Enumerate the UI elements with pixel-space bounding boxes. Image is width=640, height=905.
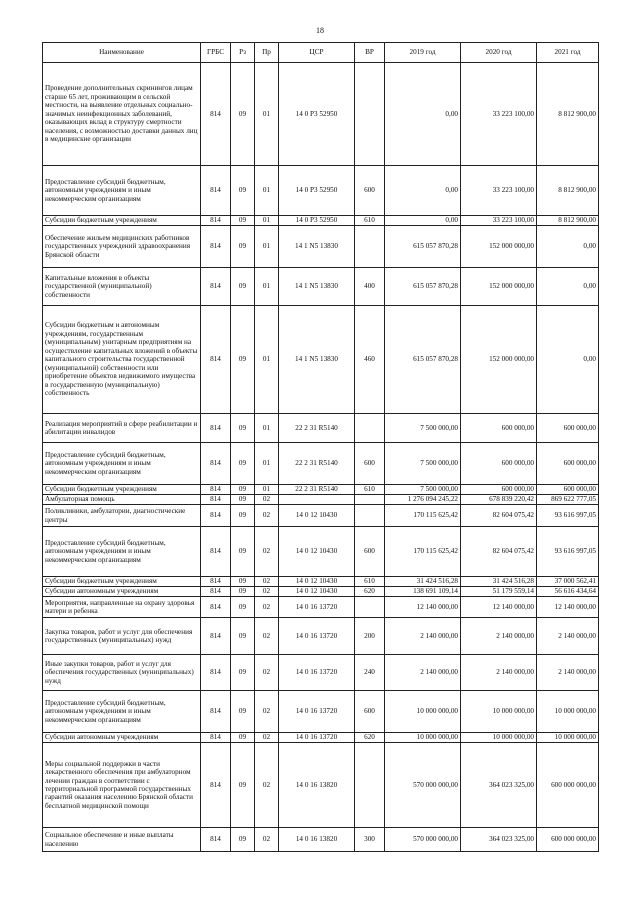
row-csr xyxy=(279,495,355,505)
row-2019: 615 057 870,28 xyxy=(385,268,461,306)
table-row xyxy=(43,577,599,587)
row-2019: 0,00 xyxy=(385,216,461,226)
row-rz: 09 xyxy=(231,166,255,216)
table-row xyxy=(43,587,599,597)
row-csr: 22 2 31 R5140 xyxy=(279,414,355,443)
row-name: Закупка товаров, работ и услуг для обеспечения государственных (муниципальных) нужд xyxy=(43,618,201,655)
row-2021: 8 812 900,00 xyxy=(537,166,599,216)
row-vr: 620 xyxy=(355,733,385,743)
row-name: Капитальные вложения в объекты государственной (муниципальной) собственности xyxy=(43,268,201,306)
row-name: Мероприятия, направленные на охрану здоровья матери и ребенка xyxy=(43,597,201,618)
row-2019: 31 424 516,28 xyxy=(385,577,461,587)
table-body xyxy=(43,63,599,852)
row-rz: 09 xyxy=(231,226,255,268)
row-name: Меры социальной поддержки в части лекарственного обеспечения при амбулаторном лечении граждан в соответствии с территориальной программой государственных гарантий оказания населению Брянской области бесплатной медицинской помощи xyxy=(43,743,201,828)
row-2021: 12 140 000,00 xyxy=(537,597,599,618)
row-name: Субсидии бюджетным и автономным учреждениям, государственным (муниципальным) унитарным предприятиям на осуществление капитальных вложений в объекты капитального строительства государственной (муниципальной) собственности или приобретение объектов недвижимого имущества в государственную (муниципальную) собственность xyxy=(43,306,201,414)
row-csr: 22 2 31 R5140 xyxy=(279,485,355,495)
row-rz: 09 xyxy=(231,414,255,443)
row-csr: 14 1 N5 13830 xyxy=(279,226,355,268)
row-csr: 14 0 16 13720 xyxy=(279,655,355,691)
row-name: Субсидии автономным учреждениям xyxy=(43,733,201,743)
row-2020: 51 179 559,14 xyxy=(461,587,537,597)
row-rz: 09 xyxy=(231,597,255,618)
row-pr: 01 xyxy=(255,166,279,216)
row-2019: 1 276 094 245,22 xyxy=(385,495,461,505)
row-2019: 12 140 000,00 xyxy=(385,597,461,618)
table-row xyxy=(43,505,599,527)
row-csr: 14 0 P3 52950 xyxy=(279,63,355,166)
row-vr xyxy=(355,505,385,527)
row-vr: 600 xyxy=(355,691,385,733)
row-pr: 02 xyxy=(255,527,279,577)
row-2020: 678 839 220,42 xyxy=(461,495,537,505)
row-pr: 02 xyxy=(255,828,279,852)
header-2021: 2021 год xyxy=(537,43,599,63)
row-2019: 0,00 xyxy=(385,63,461,166)
row-vr xyxy=(355,63,385,166)
row-2020: 600 000,00 xyxy=(461,485,537,495)
row-rz: 09 xyxy=(231,743,255,828)
row-2020: 600 000,00 xyxy=(461,414,537,443)
row-2021: 56 616 434,64 xyxy=(537,587,599,597)
row-2020: 31 424 516,28 xyxy=(461,577,537,587)
row-csr: 14 0 16 13720 xyxy=(279,733,355,743)
row-2019: 170 115 625,42 xyxy=(385,505,461,527)
header-2019: 2019 год xyxy=(385,43,461,63)
row-rz: 09 xyxy=(231,485,255,495)
row-rz: 09 xyxy=(231,655,255,691)
row-vr: 200 xyxy=(355,618,385,655)
row-2021: 869 622 777,05 xyxy=(537,495,599,505)
row-csr: 14 0 16 13720 xyxy=(279,618,355,655)
row-vr: 240 xyxy=(355,655,385,691)
row-name: Субсидии бюджетным учреждениям xyxy=(43,216,201,226)
row-2020: 33 223 100,00 xyxy=(461,216,537,226)
row-2020: 33 223 100,00 xyxy=(461,63,537,166)
row-rz: 09 xyxy=(231,828,255,852)
row-vr: 600 xyxy=(355,166,385,216)
row-grbs: 814 xyxy=(201,443,231,485)
row-2020: 152 000 000,00 xyxy=(461,226,537,268)
row-2019: 170 115 625,42 xyxy=(385,527,461,577)
row-2020: 82 604 075,42 xyxy=(461,527,537,577)
row-pr: 02 xyxy=(255,655,279,691)
row-name: Поликлиники, амбулатории, диагностические центры xyxy=(43,505,201,527)
row-rz: 09 xyxy=(231,495,255,505)
table-row xyxy=(43,216,599,226)
row-rz: 09 xyxy=(231,733,255,743)
row-name: Реализация мероприятий в сфере реабилитации и абилитации инвалидов xyxy=(43,414,201,443)
row-2020: 2 140 000,00 xyxy=(461,618,537,655)
row-vr: 610 xyxy=(355,485,385,495)
row-grbs: 814 xyxy=(201,587,231,597)
row-rz: 09 xyxy=(231,63,255,166)
row-pr: 02 xyxy=(255,505,279,527)
row-rz: 09 xyxy=(231,505,255,527)
row-csr: 14 0 12 10430 xyxy=(279,505,355,527)
row-vr xyxy=(355,414,385,443)
row-2021: 10 000 000,00 xyxy=(537,733,599,743)
row-2019: 7 500 000,00 xyxy=(385,485,461,495)
row-csr: 14 0 16 13720 xyxy=(279,597,355,618)
table-row xyxy=(43,828,599,852)
budget-table xyxy=(42,42,599,852)
row-2021: 600 000,00 xyxy=(537,485,599,495)
row-grbs: 814 xyxy=(201,414,231,443)
row-vr xyxy=(355,597,385,618)
row-grbs: 814 xyxy=(201,577,231,587)
row-rz: 09 xyxy=(231,527,255,577)
row-2019: 0,00 xyxy=(385,166,461,216)
row-grbs: 814 xyxy=(201,527,231,577)
header-rz: Рз xyxy=(231,43,255,63)
table-row xyxy=(43,63,599,166)
row-2021: 600 000 000,00 xyxy=(537,828,599,852)
row-2021: 600 000 000,00 xyxy=(537,743,599,828)
row-vr: 620 xyxy=(355,587,385,597)
row-csr: 14 0 12 10430 xyxy=(279,527,355,577)
row-vr: 400 xyxy=(355,268,385,306)
row-grbs: 814 xyxy=(201,306,231,414)
row-2021: 0,00 xyxy=(537,268,599,306)
table-row xyxy=(43,495,599,505)
row-2020: 82 604 075,42 xyxy=(461,505,537,527)
row-vr: 610 xyxy=(355,216,385,226)
row-name: Предоставление субсидий бюджетным, автономным учреждениям и иным некоммерческим организациям xyxy=(43,443,201,485)
row-grbs: 814 xyxy=(201,691,231,733)
row-rz: 09 xyxy=(231,216,255,226)
row-2021: 0,00 xyxy=(537,306,599,414)
row-name: Социальное обеспечение и иные выплаты населению xyxy=(43,828,201,852)
row-rz: 09 xyxy=(231,618,255,655)
table-row xyxy=(43,743,599,828)
header-2020: 2020 год xyxy=(461,43,537,63)
row-vr: 600 xyxy=(355,527,385,577)
header-csr: ЦСР xyxy=(279,43,355,63)
row-name: Предоставление субсидий бюджетным, автономным учреждениям и иным некоммерческим организациям xyxy=(43,527,201,577)
row-rz: 09 xyxy=(231,443,255,485)
table-row xyxy=(43,166,599,216)
row-grbs: 814 xyxy=(201,597,231,618)
row-pr: 02 xyxy=(255,733,279,743)
row-csr: 14 0 12 10430 xyxy=(279,587,355,597)
row-rz: 09 xyxy=(231,306,255,414)
row-2019: 2 140 000,00 xyxy=(385,618,461,655)
row-2021: 8 812 900,00 xyxy=(537,63,599,166)
row-2020: 364 023 325,00 xyxy=(461,743,537,828)
row-grbs: 814 xyxy=(201,485,231,495)
row-rz: 09 xyxy=(231,577,255,587)
row-pr: 01 xyxy=(255,216,279,226)
row-rz: 09 xyxy=(231,268,255,306)
row-2021: 2 140 000,00 xyxy=(537,655,599,691)
row-grbs: 814 xyxy=(201,495,231,505)
row-2021: 10 000 000,00 xyxy=(537,691,599,733)
row-csr: 14 0 P3 52950 xyxy=(279,216,355,226)
row-grbs: 814 xyxy=(201,166,231,216)
row-2020: 600 000,00 xyxy=(461,443,537,485)
row-csr: 14 0 12 10430 xyxy=(279,577,355,587)
row-grbs: 814 xyxy=(201,655,231,691)
row-pr: 02 xyxy=(255,577,279,587)
row-csr: 14 0 16 13820 xyxy=(279,828,355,852)
row-2019: 615 057 870,28 xyxy=(385,226,461,268)
row-pr: 01 xyxy=(255,443,279,485)
row-2021: 600 000,00 xyxy=(537,443,599,485)
row-2021: 93 616 997,05 xyxy=(537,527,599,577)
row-pr: 02 xyxy=(255,691,279,733)
row-name: Предоставление субсидий бюджетным, автономным учреждениям и иным некоммерческим организациям xyxy=(43,166,201,216)
row-pr: 01 xyxy=(255,485,279,495)
row-name: Иные закупки товаров, работ и услуг для обеспечения государственных (муниципальных) нужд xyxy=(43,655,201,691)
table-row xyxy=(43,226,599,268)
row-vr: 300 xyxy=(355,828,385,852)
row-csr: 14 1 N5 13830 xyxy=(279,306,355,414)
row-pr: 02 xyxy=(255,618,279,655)
row-2019: 615 057 870,28 xyxy=(385,306,461,414)
row-2021: 37 000 562,41 xyxy=(537,577,599,587)
row-2021: 600 000,00 xyxy=(537,414,599,443)
row-grbs: 814 xyxy=(201,268,231,306)
row-vr: 610 xyxy=(355,577,385,587)
page-number: 18 xyxy=(316,26,324,35)
row-name: Проведение дополнительных скринингов лицам старше 65 лет, проживающим в сельской местности, на выявление отдельных социально-значимых неинфекционных заболеваний, оказывающих вклад в структуру смертности населения, с возможностью доставки данных лиц в медицинские организации xyxy=(43,63,201,166)
row-name: Субсидии бюджетным учреждениям xyxy=(43,485,201,495)
row-csr: 14 0 P3 52950 xyxy=(279,166,355,216)
row-2019: 10 000 000,00 xyxy=(385,733,461,743)
row-2019: 570 000 000,00 xyxy=(385,828,461,852)
row-2020: 2 140 000,00 xyxy=(461,655,537,691)
row-2021: 0,00 xyxy=(537,226,599,268)
row-2019: 10 000 000,00 xyxy=(385,691,461,733)
row-pr: 02 xyxy=(255,495,279,505)
table-row xyxy=(43,597,599,618)
row-name: Амбулаторная помощь xyxy=(43,495,201,505)
header-name: Наименование xyxy=(43,43,201,63)
table-row xyxy=(43,655,599,691)
row-pr: 01 xyxy=(255,226,279,268)
table-row xyxy=(43,414,599,443)
row-name: Предоставление субсидий бюджетным, автономным учреждениям и иным некоммерческим организациям xyxy=(43,691,201,733)
row-grbs: 814 xyxy=(201,743,231,828)
header-vr: ВР xyxy=(355,43,385,63)
header-pr: Пр xyxy=(255,43,279,63)
row-grbs: 814 xyxy=(201,226,231,268)
row-rz: 09 xyxy=(231,691,255,733)
row-grbs: 814 xyxy=(201,618,231,655)
row-pr: 02 xyxy=(255,597,279,618)
header-grbs: ГРБС xyxy=(201,43,231,63)
row-pr: 02 xyxy=(255,587,279,597)
table-row xyxy=(43,733,599,743)
table-row xyxy=(43,618,599,655)
row-grbs: 814 xyxy=(201,216,231,226)
row-pr: 02 xyxy=(255,743,279,828)
row-csr: 14 1 N5 13830 xyxy=(279,268,355,306)
row-pr: 01 xyxy=(255,414,279,443)
row-csr: 14 0 16 13820 xyxy=(279,743,355,828)
row-pr: 01 xyxy=(255,268,279,306)
row-csr: 22 2 31 R5140 xyxy=(279,443,355,485)
table-row xyxy=(43,691,599,733)
row-2020: 10 000 000,00 xyxy=(461,691,537,733)
row-grbs: 814 xyxy=(201,733,231,743)
row-2020: 10 000 000,00 xyxy=(461,733,537,743)
row-name: Субсидии бюджетным учреждениям xyxy=(43,577,201,587)
header-row xyxy=(43,43,599,63)
row-2020: 33 223 100,00 xyxy=(461,166,537,216)
table-row xyxy=(43,306,599,414)
table-row xyxy=(43,527,599,577)
row-2019: 138 691 109,14 xyxy=(385,587,461,597)
row-pr: 01 xyxy=(255,306,279,414)
row-vr: 460 xyxy=(355,306,385,414)
row-vr: 600 xyxy=(355,443,385,485)
row-2020: 12 140 000,00 xyxy=(461,597,537,618)
row-2020: 152 000 000,00 xyxy=(461,268,537,306)
row-rz: 09 xyxy=(231,587,255,597)
row-2020: 152 000 000,00 xyxy=(461,306,537,414)
row-grbs: 814 xyxy=(201,828,231,852)
row-2019: 7 500 000,00 xyxy=(385,414,461,443)
row-2021: 8 812 900,00 xyxy=(537,216,599,226)
table-row xyxy=(43,268,599,306)
row-pr: 01 xyxy=(255,63,279,166)
row-vr xyxy=(355,226,385,268)
table-row xyxy=(43,485,599,495)
row-2021: 93 616 997,05 xyxy=(537,505,599,527)
row-grbs: 814 xyxy=(201,63,231,166)
row-2021: 2 140 000,00 xyxy=(537,618,599,655)
row-vr xyxy=(355,495,385,505)
row-2019: 7 500 000,00 xyxy=(385,443,461,485)
row-name: Субсидии автономным учреждениям xyxy=(43,587,201,597)
row-grbs: 814 xyxy=(201,505,231,527)
table-row xyxy=(43,443,599,485)
row-2019: 2 140 000,00 xyxy=(385,655,461,691)
row-vr xyxy=(355,743,385,828)
row-name: Обеспечение жильем медицинских работников государственных учреждений здравоохранения Брянской области xyxy=(43,226,201,268)
row-csr: 14 0 16 13720 xyxy=(279,691,355,733)
row-2019: 570 000 000,00 xyxy=(385,743,461,828)
row-2020: 364 023 325,00 xyxy=(461,828,537,852)
